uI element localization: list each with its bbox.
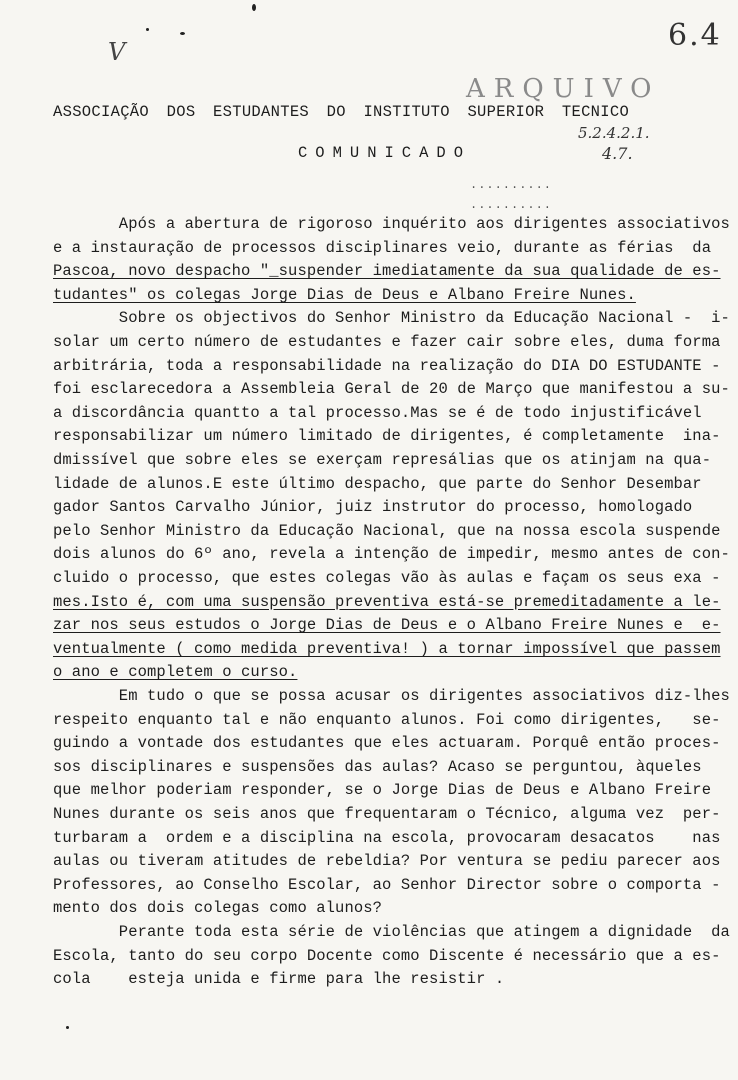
text-line: tudantes" os colegas Jorge Dias de Deus e Albano Freire Nunes. (53, 285, 636, 304)
ink-speck (252, 4, 256, 11)
stamp-dotted-line: .......... (470, 178, 553, 192)
archive-ref-2: 4.7. (602, 144, 633, 163)
text-line: Pascoa, novo despacho "_suspender imediatamente da sua qualidade de es- (53, 262, 721, 281)
text-line: cola esteja unida e firme para lhe resistir . (53, 970, 505, 989)
text-line: o ano e completem o curso. (53, 663, 298, 682)
text-line: e a instauração de processos disciplinares veio, durante as férias da (53, 238, 712, 257)
text-line: mento dos dois colegas como alunos? (53, 899, 383, 918)
text-line: Sobre os objectivos do Senhor Ministro da Educação Nacional - i- (53, 309, 730, 328)
text-line: lidade de alunos.E este último despacho, que parte do Senhor Desembar (53, 474, 702, 493)
stamp-dotted-line: .......... (470, 198, 553, 212)
text-line: guindo a vontade dos estudantes que eles actuaram. Porquê então proces- (53, 734, 721, 753)
document-title: COMUNICADO (298, 144, 472, 162)
ink-speck (66, 1026, 69, 1029)
text-line: respeito enquanto tal e não enquanto alunos. Foi como dirigentes, se- (53, 710, 721, 729)
text-line: solar um certo número de estudantes e fazer cair sobre eles, duma forma (53, 333, 721, 351)
text-line: Após a abertura de rigoroso inquérito aos dirigentes associativos (53, 215, 730, 233)
text-line: que melhor poderiam responder, se o Jorge Dias de Deus e Albano Freire (53, 781, 712, 800)
text-line: gador Santos Carvalho Júnior, juiz instrutor do processo, homologado (53, 498, 693, 517)
text-line: Nunes durante os seis anos que frequentaram o Técnico, alguma vez per- (53, 805, 721, 823)
text-line: a discordância quantto a tal processo.Mas se é de todo injustificável (53, 403, 702, 422)
text-line: foi esclarecedora a Assembleia Geral de 20 de Março que manifestou a su- (53, 380, 730, 399)
text-line: dmissível que sobre eles se exerçam represálias que os atinjam na qua- (53, 451, 712, 469)
organization-header: ASSOCIAÇÃO DOS ESTUDANTES DO INSTITUTO SUPERIOR TECNICO (53, 103, 630, 121)
text-line: ventualmente ( como medida preventiva! ) a tornar impossível que passem (53, 639, 721, 658)
archive-stamp: ARQUIVO (466, 74, 661, 104)
archive-ref-1: 5.2.4.2.1. (578, 124, 650, 142)
ink-speck (146, 28, 149, 31)
text-line: arbitrária, toda a responsabilidade na realização do DIA DO ESTUDANTE - (53, 356, 721, 375)
ink-speck (180, 32, 185, 35)
text-line: Em tudo o que se possa acusar os dirigentes associativos diz-lhes (53, 687, 730, 705)
corner-mark: V (108, 38, 126, 66)
text-line: sos disciplinares e suspensões das aulas? Acaso se perguntou, àqueles (53, 757, 702, 776)
text-line: Escola, tanto do seu corpo Docente como Discente é necessário que a es- (53, 946, 721, 965)
text-line: cluido o processo, que estes colegas vão às aulas e façam os seus exa - (53, 569, 721, 587)
text-line: zar nos seus estudos o Jorge Dias de Deus e o Albano Freire Nunes e e- (53, 616, 721, 635)
text-line: mes.Isto é, com uma suspensão preventiva está-se premeditadamente a le- (53, 592, 721, 611)
text-line: dois alunos do 6º ano, revela a intenção de impedir, mesmo antes de con- (53, 545, 730, 564)
text-line: responsabilizar um número limitado de dirigentes, é completamente ina- (53, 427, 721, 446)
text-line: aulas ou tiveram atitudes de rebeldia? Por ventura se pediu parecer aos (53, 852, 721, 871)
page-number: 6.4 (668, 18, 722, 53)
text-line: Professores, ao Conselho Escolar, ao Senhor Director sobre o comporta - (53, 875, 721, 894)
text-line: turbaram a ordem e a disciplina na escola, provocaram desacatos nas (53, 828, 721, 847)
text-line: Perante toda esta série de violências que atingem a dignidade da (53, 923, 730, 941)
text-line: pelo Senhor Ministro da Educação Nacional, que na nossa escola suspende (53, 521, 721, 540)
